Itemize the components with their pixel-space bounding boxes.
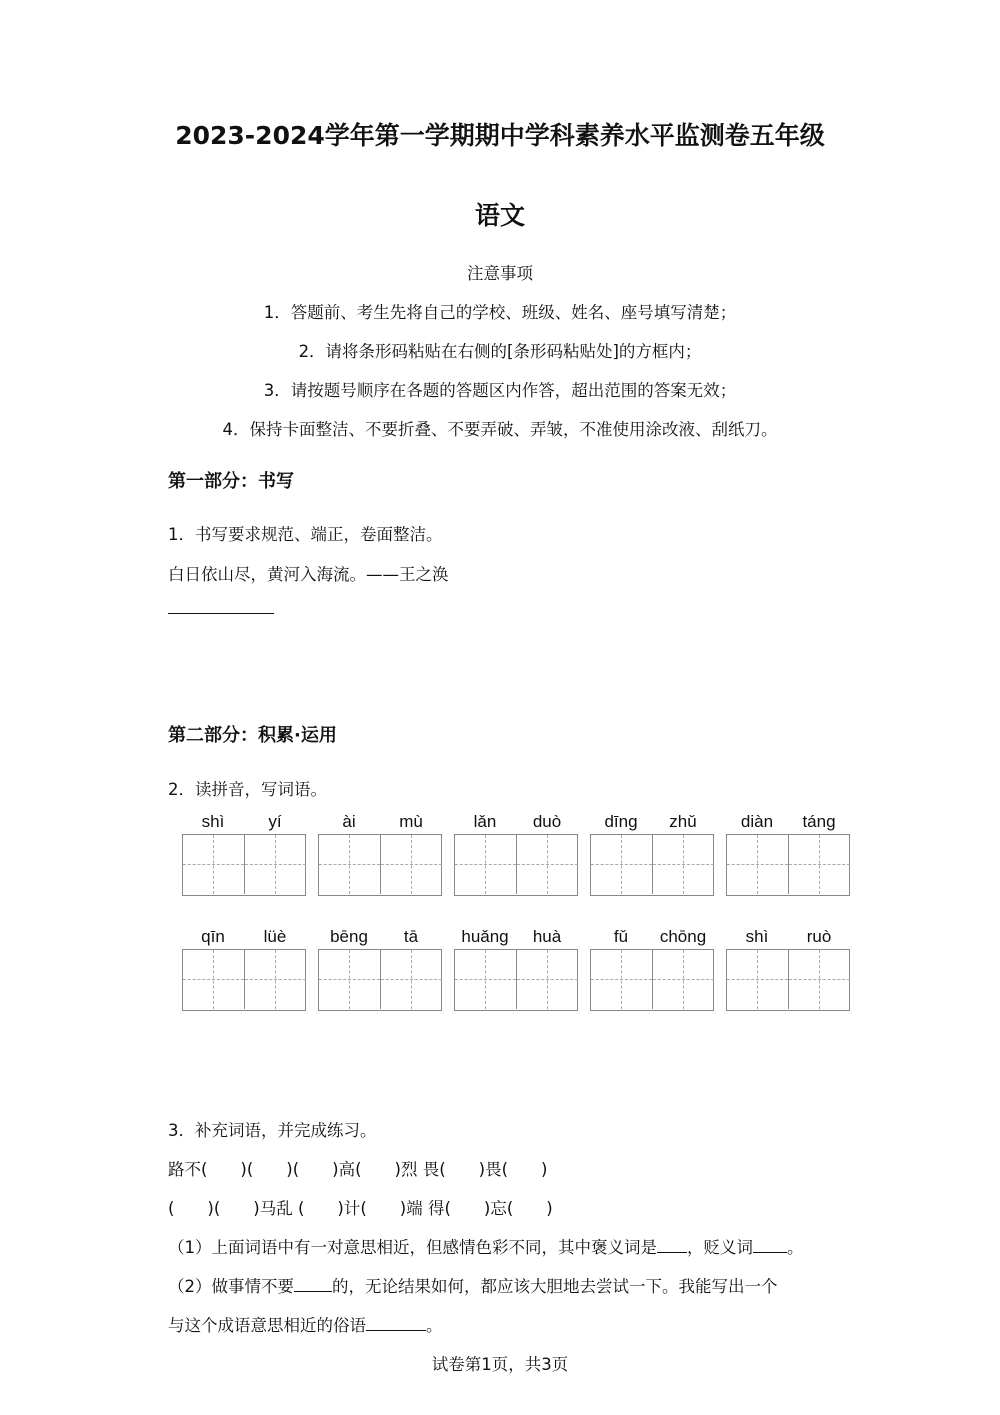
writing-answer-line[interactable] (168, 613, 274, 614)
tianzige-cell[interactable] (516, 835, 578, 894)
pinyin-label: fǔ (613, 927, 629, 946)
sub-question-1-text: （1）上面词语中有一对意思相近，但感情色彩不同，其中褒义词是 (168, 1238, 657, 1257)
tianzige-group[interactable] (726, 949, 850, 1011)
exam-subject: 语文 (474, 201, 525, 230)
pinyin-label: dīng (604, 812, 638, 831)
tianzige-cell[interactable] (380, 835, 442, 894)
tianzige-group[interactable] (318, 834, 442, 896)
tianzige-cell[interactable] (788, 950, 850, 1009)
sub-question-2-text: 。 (426, 1316, 443, 1335)
pinyin-label: táng (802, 812, 836, 831)
question-3: 3．补充词语，并完成练习。 (168, 1121, 377, 1140)
pinyin-label: mù (399, 812, 423, 831)
sub-question-2-text: 的，无论结果如何，都应该大胆地去尝试一下。我能写出一个 (332, 1277, 778, 1296)
tianzige-cell[interactable] (183, 950, 244, 1009)
notice-item-2: 2．请将条形码粘贴在右侧的[条形码粘贴处]的方框内； (298, 342, 702, 361)
pinyin-row-1 (182, 812, 862, 834)
answer-blank[interactable] (753, 1238, 787, 1253)
notice-heading: 注意事项 (467, 264, 533, 283)
notice-item-1: 1．答题前、考生先将自己的学校、班级、姓名、座号填写清楚； (263, 303, 737, 322)
tianzige-group[interactable] (590, 949, 714, 1011)
pinyin-label: lüè (263, 927, 287, 946)
pinyin-label: lǎn (473, 812, 497, 831)
pinyin-label: qīn (201, 927, 225, 946)
part1-heading: 第一部分：书写 (168, 471, 294, 492)
poem-line: 白日依山尽，黄河入海流。——王之涣 (168, 565, 449, 584)
answer-blank[interactable] (657, 1238, 687, 1253)
tianzige-group[interactable] (182, 949, 306, 1011)
notice-item-3: 3．请按题号顺序在各题的答题区内作答，超出范围的答案无效； (263, 381, 737, 400)
exam-title: 2023-2024学年第一学期期中学科素养水平监测卷五年级 (175, 121, 825, 150)
sub-question-1-text: 。 (787, 1238, 804, 1257)
pinyin-label: shì (201, 812, 225, 831)
tianzige-cell[interactable] (727, 950, 788, 1009)
tianzige-cell[interactable] (652, 835, 714, 894)
pinyin-label: shì (745, 927, 769, 946)
pinyin-label: huà (532, 927, 562, 946)
notice-item-4: 4．保持卡面整洁、不要折叠、不要弄破、弄皱，不准使用涂改液、刮纸刀。 (222, 420, 778, 439)
tianzige-cell[interactable] (455, 950, 516, 1009)
tianzige-cell[interactable] (244, 835, 306, 894)
tianzige-cell[interactable] (380, 950, 442, 1009)
pinyin-label: ruò (806, 927, 832, 946)
pinyin-label: chōng (659, 927, 707, 946)
tianzige-cell[interactable] (591, 950, 652, 1009)
sub-question-2-text: （2）做事情不要 (168, 1277, 294, 1296)
tianzige-group[interactable] (318, 949, 442, 1011)
question-2: 2．读拼音，写词语。 (168, 780, 327, 799)
tianzige-cell[interactable] (244, 950, 306, 1009)
sub-question-2-text: 与这个成语意思相近的俗语 (168, 1316, 366, 1335)
tianzige-cell[interactable] (788, 835, 850, 894)
tianzige-group[interactable] (454, 834, 578, 896)
pinyin-label: huǎng (461, 927, 509, 946)
idiom-line-2: ( )( )马乱 ( )计( )端 得( )忘( ) (168, 1199, 553, 1218)
tianzige-cell[interactable] (319, 950, 380, 1009)
pinyin-label: ài (342, 812, 356, 831)
tianzige-cell[interactable] (727, 835, 788, 894)
pinyin-label: bēng (330, 927, 368, 946)
sub-question-2 (168, 1273, 778, 1297)
tianzige-cell[interactable] (455, 835, 516, 894)
pinyin-label: duò (532, 812, 562, 831)
tianzige-cell[interactable] (183, 835, 244, 894)
sub-question-2-cont (168, 1312, 443, 1336)
pinyin-label: zhǔ (669, 812, 697, 831)
tianzige-cell[interactable] (591, 835, 652, 894)
part2-heading: 第二部分：积累·运用 (168, 725, 337, 746)
pinyin-row-2 (182, 927, 862, 949)
sub-question-1 (168, 1234, 804, 1258)
tianzige-group[interactable] (726, 834, 850, 896)
tianzige-group[interactable] (590, 834, 714, 896)
tianzige-group[interactable] (454, 949, 578, 1011)
pinyin-label: diàn (740, 812, 774, 831)
sub-question-1-text: ，贬义词 (687, 1238, 753, 1257)
pinyin-label: tā (403, 927, 419, 946)
idiom-line-1: 路不( )( )( )高( )烈 畏( )畏( ) (168, 1160, 548, 1179)
page-footer: 试卷第1页，共3页 (431, 1355, 569, 1374)
tianzige-cell[interactable] (652, 950, 714, 1009)
tianzige-cell[interactable] (516, 950, 578, 1009)
answer-blank[interactable] (366, 1316, 426, 1331)
tianzige-cell[interactable] (319, 835, 380, 894)
tianzige-row-2 (182, 949, 862, 1011)
question-1: 1．书写要求规范、端正，卷面整洁。 (168, 525, 443, 544)
tianzige-group[interactable] (182, 834, 306, 896)
answer-blank[interactable] (294, 1277, 332, 1292)
tianzige-row-1 (182, 834, 862, 896)
pinyin-label: yí (268, 812, 282, 831)
